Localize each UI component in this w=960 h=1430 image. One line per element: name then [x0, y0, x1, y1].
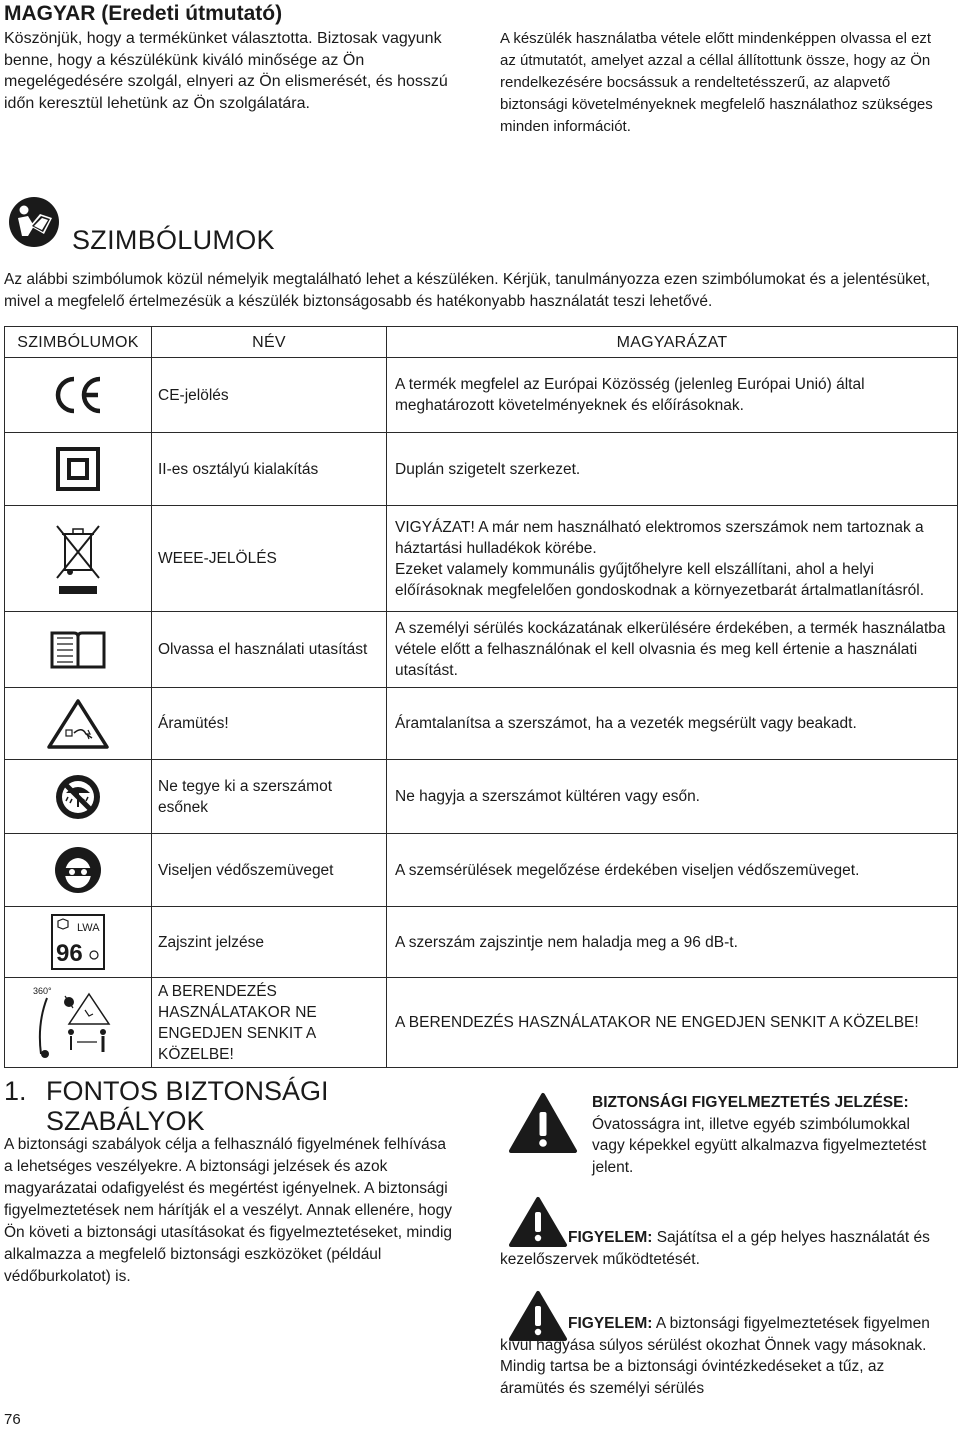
table-row: [5, 978, 958, 1068]
warning-label-2: FIGYELEM:: [568, 1229, 653, 1246]
warning-text-1: [592, 1092, 942, 1178]
class-ii-icon: [56, 447, 100, 491]
table-row: [5, 834, 958, 907]
row-explanation: A termék megfelel az Európai Közösség (jelenleg Európai Unió) által meghatározott követelményeknek és előírásoknak.: [387, 358, 958, 433]
row-name: Viseljen védőszemüveget: [152, 834, 387, 907]
row-name: WEEE-JELÖLÉS: [152, 506, 387, 612]
electric-shock-icon: [46, 698, 110, 750]
row-explanation: A BERENDEZÉS HASZNÁLATAKOR NE ENGEDJEN SENKIT A KÖZELBE!: [387, 978, 958, 1068]
no-rain-icon: [54, 773, 102, 821]
title-line-2: SZABÁLYOK: [46, 1106, 205, 1136]
title-line-1: FONTOS BIZTONSÁGI: [46, 1076, 329, 1106]
symbols-title: SZIMBÓLUMOK: [72, 225, 275, 255]
row-explanation: A szerszám zajszintje nem haladja meg a 96 dB-t.: [387, 907, 958, 978]
row-explanation: [387, 506, 958, 612]
table-row: [5, 688, 958, 760]
table-row: [5, 760, 958, 834]
noise-unit-label: LWA: [77, 922, 100, 934]
warning-triangle-icon: [508, 1092, 578, 1154]
warning-body-3: A biztonsági figyelmeztetések figyelmen kívül hagyása súlyos sérülést okozhat Önnek vagy másoknak. Mindig tartsa be a biztonsági óvintézkedéseket a tűz, az áramütés és személyi sérülés: [500, 1315, 930, 1397]
row-explanation: A szemsérülések megelőzése érdekében viseljen védőszemüveget.: [387, 834, 958, 907]
weee-explanation-warning: VIGYÁZAT! A már nem használható elektromos szerszámok nem tartoznak a háztartási hulladékok körébe.: [395, 518, 924, 557]
table-row: [5, 358, 958, 433]
warning-body-2: Sajátítsa el a gép helyes használatát és kezelőszervek működtetését.: [500, 1229, 930, 1268]
noise-level-icon: [50, 913, 106, 971]
row-explanation: Áramtalanítsa a szerszámot, ha a vezeték megsérült vagy beakadt.: [387, 688, 958, 760]
warning-body-1: Óvatosságra int, illetve egyéb szimbólumokkal vagy képekkel együtt alkalmazva figyelmeztetést jelent.: [592, 1115, 927, 1176]
row-name: A BERENDEZÉS HASZNÁLATAKOR NE ENGEDJEN SENKIT A KÖZELBE!: [152, 978, 387, 1068]
warning-label-1: BIZTONSÁGI FIGYELMEZTETÉS JELZÉSE:: [592, 1094, 909, 1111]
safety-section-title: [4, 1076, 329, 1136]
intro-text-right: A készülék használatba vétele előtt mindenképpen olvassa el ezt az útmutatót, amelyet azzal a céllal állítottunk össze, hogy az Ön rendelkezésére bocsássuk a rendeltetésszerű, az alapvető biztonsági követelményeknek megfelelő használathoz szükséges minden információt.: [500, 30, 933, 135]
read-manual-icon: [8, 196, 60, 248]
safety-goggles-icon: [54, 846, 102, 894]
table-row: [5, 433, 958, 506]
warning-text-3: [500, 1313, 950, 1399]
row-explanation: Ne hagyja a szerszámot kültéren vagy esőn.: [387, 760, 958, 834]
row-name: Zajszint jelzése: [152, 907, 387, 978]
table-row: [5, 612, 958, 688]
warning-label-3: FIGYELEM:: [568, 1315, 653, 1332]
page-number: 76: [4, 1411, 21, 1428]
row-name: Ne tegye ki a szerszámot esőnek: [152, 760, 387, 834]
language-title: MAGYAR (Eredeti útmutató): [4, 2, 283, 25]
table-row: [5, 506, 958, 612]
symbols-table: [4, 326, 958, 1068]
ce-mark-icon: [50, 375, 106, 415]
weee-explanation-disposal: Ezeket valamely kommunális gyűjtőhelyre kell elszállítani, ahol a helyi előírásoknak megfelelően gondoskodnak a környezetbarát ártalmatlanításról.: [395, 560, 925, 599]
header-name: NÉV: [152, 327, 387, 358]
row-explanation: A személyi sérülés kockázatának elkerülésére érdekében, a termék használatba vétele előtt a felhasználónak el kell olvasnia és meg kell értenie a használati utasítást.: [387, 612, 958, 688]
open-book-icon: [49, 630, 107, 670]
row-name: Áramütés!: [152, 688, 387, 760]
header-explanation: MAGYARÁZAT: [387, 327, 958, 358]
angle-label: 360°: [33, 985, 52, 996]
intro-text-left: Köszönjük, hogy a termékünket választotta. Biztosak vagyunk benne, hogy a készülékünk kiváló minősége az Ön megelégedésére szolgál, elnyeri az Ön elismerését, és hosszú időn keresztül lehetünk az Ön szolgálatára.: [4, 30, 448, 112]
section-number: 1.: [4, 1076, 27, 1106]
symbols-description: Az alábbi szimbólumok közül némelyik megtalálható lehet a készüléken. Kérjük, tanulmányozza ezen szimbólumokat és a jelentésüket, mivel a megfelelő értelmezésük a készülék biztonságosabb és hatékonyabb használatát teszi lehetővé.: [4, 271, 931, 310]
noise-value-label: 96: [56, 940, 83, 967]
table-header-row: [5, 327, 958, 358]
safety-section-body: A biztonsági szabályok célja a felhasználó figyelmének felhívása a lehetséges veszélyekre. A biztonsági jelzések és azok magyarázatai odafigyelést és megértést igényelnek. A biztonsági figyelmeztetések nem hárítják el a veszélyt. Annak ellenére, hogy Ön követi a biztonsági utasításokat és figyelmeztetéseket, mindig alkalmazza a megfelelő biztonsági eszközöket (például védőburkolatot) is.: [4, 1136, 453, 1285]
header-symbols: SZIMBÓLUMOK: [5, 327, 152, 358]
row-name: Olvassa el használati utasítást: [152, 612, 387, 688]
weee-bin-icon: [53, 522, 103, 596]
row-name: CE-jelölés: [152, 358, 387, 433]
table-row: [5, 907, 958, 978]
keep-distance-icon: [33, 984, 123, 1062]
row-name: II-es osztályú kialakítás: [152, 433, 387, 506]
row-explanation: Duplán szigetelt szerkezet.: [387, 433, 958, 506]
warning-text-2: [500, 1227, 940, 1270]
